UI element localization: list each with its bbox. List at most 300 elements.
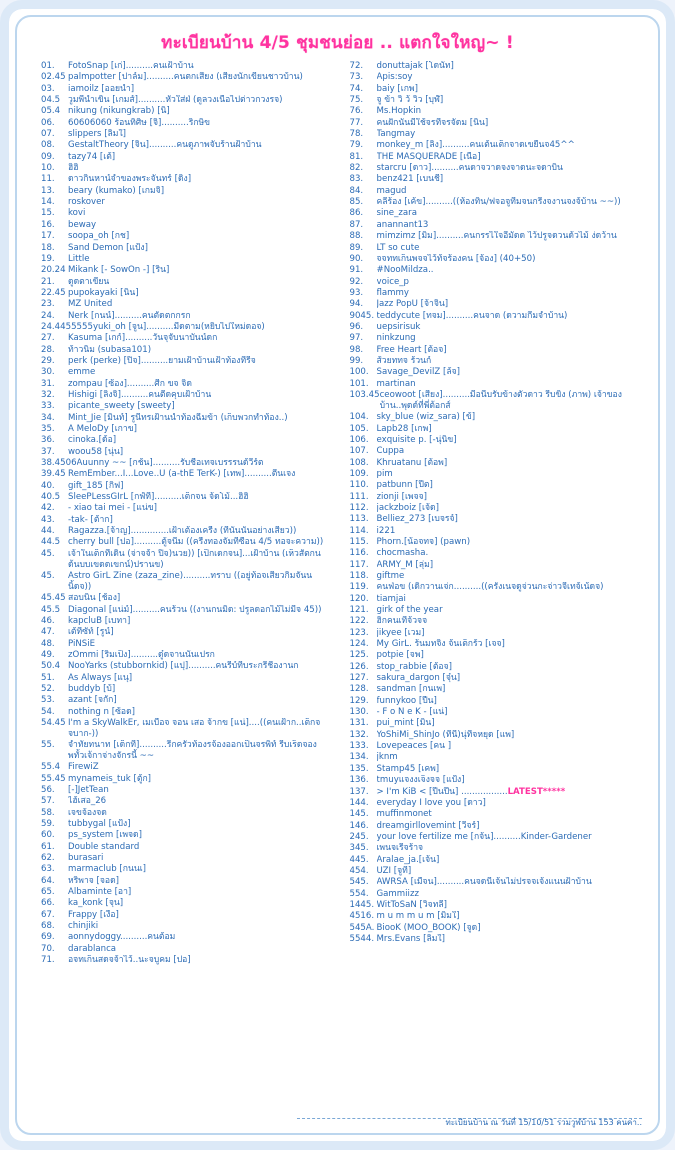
list-item bbox=[41, 627, 332, 638]
list-item-number: 245. bbox=[349, 831, 369, 842]
list-item bbox=[350, 673, 643, 684]
list-item-number: 132. bbox=[349, 729, 369, 740]
list-item bbox=[350, 72, 643, 83]
list-item bbox=[41, 864, 332, 875]
list-item-text: จำทัยทนาท [เด็กที่]..........รีกครัวท้องรจ้องออกเป็นจรพิท์ รีบเร็ดจองพทั้วเจ้กาจ่างจักรนี้ ~~ bbox=[68, 740, 317, 762]
list-item-number: 55. bbox=[41, 740, 55, 751]
list-item-text: slippers [ลิ้มใ] bbox=[68, 129, 127, 140]
list-item-number: 60. bbox=[41, 830, 55, 841]
list-item bbox=[41, 944, 332, 955]
list-item-text: As Always [แนุ] bbox=[68, 672, 133, 683]
list-item-text: Auunny ~~ [กช้น]..........รับชื่อเทจเบรรรนด้วีร์ต bbox=[76, 458, 264, 469]
list-item-text: > I'm KiB < [ปี้นปี้น] .................LATEST***** bbox=[376, 786, 566, 797]
list-item bbox=[41, 796, 332, 807]
list-item bbox=[350, 639, 643, 650]
list-item bbox=[350, 798, 643, 809]
list-item-number: 78. bbox=[349, 129, 364, 140]
list-item-number: 5544. bbox=[349, 933, 375, 944]
list-item-number: 08. bbox=[41, 140, 55, 151]
list-item-text: Apis:soy bbox=[376, 72, 413, 83]
list-item-number: 46. bbox=[41, 615, 55, 626]
list-item bbox=[350, 877, 643, 888]
list-item-text: Mikank [- SowOn -] [ริ้น] bbox=[68, 265, 170, 276]
list-item bbox=[41, 265, 332, 276]
list-item bbox=[41, 458, 332, 469]
list-item bbox=[350, 84, 643, 95]
list-item bbox=[41, 163, 332, 174]
list-item-number: 126. bbox=[349, 661, 369, 672]
list-item bbox=[350, 140, 643, 151]
list-item bbox=[350, 288, 643, 299]
list-item bbox=[41, 174, 332, 185]
list-item bbox=[41, 774, 332, 785]
list-item-number: 14. bbox=[41, 197, 55, 208]
list-item-number: 52. bbox=[41, 683, 55, 694]
list-item-text: emme bbox=[68, 367, 96, 378]
list-item-number: 89. bbox=[349, 242, 364, 253]
list-item-text: YoShiMi_ShinJo (ที่นี่)นุ่ทีจหยุด [แพ] bbox=[376, 729, 515, 740]
list-item-text: SleePLessGIrL [กฟ์ที]..........เต็กจน จ้ดโม้...ฮิฮิ bbox=[68, 492, 249, 503]
list-item bbox=[41, 661, 332, 672]
list-item bbox=[350, 866, 643, 877]
footer-note: ทะเบียนบ้าน ณ วันที่ 15/10/51 รวมวูฬบ้าน 153 คนค่า.. bbox=[445, 1118, 642, 1127]
list-item bbox=[350, 492, 643, 503]
list-item-text: A MeloDy [เกาข] bbox=[68, 424, 137, 434]
list-item-text: Mrs.Evans [ลิ้มใ] bbox=[376, 933, 445, 944]
list-item bbox=[350, 582, 643, 593]
list-item-number: 29. bbox=[41, 355, 55, 366]
list-item-number: 115. bbox=[349, 536, 369, 547]
list-item-text: อจทเก็นสดจจ้าไว้..นะจบูคม [ปอ] bbox=[68, 955, 191, 966]
list-item bbox=[41, 84, 332, 95]
list-item bbox=[350, 707, 643, 718]
list-item bbox=[41, 413, 332, 424]
list-item bbox=[350, 821, 643, 832]
list-item-text: วูมพีนำเขิน [เกมส์]..........หัวใส่ฝ่ (ดูลวงเนื้อไปต่าวกวงรจ) bbox=[68, 95, 283, 106]
list-item bbox=[350, 299, 643, 310]
list-item-text: anannant13 bbox=[376, 219, 429, 230]
list-item-text: uepsirisuk bbox=[376, 321, 421, 332]
list-item-text: funnykoo [ปื้น] bbox=[376, 695, 437, 706]
list-item-text: roskover bbox=[68, 197, 105, 208]
list-item-number: 120. bbox=[349, 593, 369, 604]
list-item-number: 45.45 bbox=[41, 593, 66, 604]
list-item bbox=[350, 469, 643, 480]
list-item-number: 66. bbox=[41, 898, 55, 909]
list-item bbox=[350, 220, 643, 231]
list-item-number: 108. bbox=[349, 457, 369, 468]
list-item-text: สอบนิ่น [ช้อง] bbox=[68, 593, 121, 604]
list-item-number: 118. bbox=[349, 570, 369, 581]
list-item bbox=[350, 764, 643, 775]
list-item-text: คลีร้อง [เค้ข]..........((ห้องทิ้น/ฟจอจูทีมจนกรี่งจงานจงจ้บ้าน ~~)) bbox=[376, 197, 621, 208]
list-item-text: everyday I love you [ดาว] bbox=[376, 797, 486, 808]
list-item-number: 50.4 bbox=[41, 661, 61, 672]
list-item-number: 97. bbox=[349, 333, 364, 344]
list-item-text: Little bbox=[68, 253, 90, 264]
list-item-number: 107. bbox=[349, 446, 369, 457]
list-item-number: 128. bbox=[349, 684, 369, 695]
list-item-text: flammy bbox=[376, 287, 410, 298]
list-item bbox=[350, 889, 643, 900]
list-item-number: 28. bbox=[41, 344, 55, 355]
list-item bbox=[41, 152, 332, 163]
list-item-number: 99. bbox=[349, 355, 364, 366]
list-item-number: 84. bbox=[349, 185, 364, 196]
list-item bbox=[350, 741, 643, 752]
list-item bbox=[350, 605, 643, 616]
name-list-columns bbox=[17, 61, 658, 1103]
list-item-text: AWRSA [เมื่จน]..........คนจดนี่เจ้นไม่ปรจจเจ้งแนนฝ้าบ้าน bbox=[376, 877, 592, 888]
list-item bbox=[350, 923, 643, 934]
list-item-text: FirewiZ bbox=[68, 762, 99, 773]
list-item bbox=[350, 129, 643, 140]
list-item-number: 62. bbox=[41, 853, 55, 864]
list-item-number: 21. bbox=[41, 276, 55, 287]
list-item-text: เต้ทีซัท์ [รูน์] bbox=[68, 627, 114, 638]
list-item-text: baiy [เกพ] bbox=[376, 83, 418, 94]
list-item-number: 44. bbox=[41, 526, 55, 537]
list-item-text: Astro GirL Zine (zaza_zine)..........ทราบ ((อยู่ท้อจเสี่ยวกิมจันนนิ้ดจ)) bbox=[68, 570, 313, 593]
list-item bbox=[350, 684, 643, 695]
list-item-number: 106. bbox=[349, 434, 369, 445]
list-item bbox=[350, 367, 643, 378]
list-item-text: perk (perke) [ปิจ]..........ยามเฝ้าบ้านเฝ้าท้องที่รีจ bbox=[68, 355, 256, 366]
list-item-text: Double standard bbox=[68, 841, 140, 852]
list-item-number: 09. bbox=[41, 151, 55, 162]
list-item-number: 04.5 bbox=[41, 95, 61, 106]
list-item-text: Lovepeaces [คน ] bbox=[376, 741, 452, 752]
list-item bbox=[350, 843, 643, 854]
list-item-text: คนฟ่อข (เดิกวานเจ่ก..........((ครั้งเนจดูจ่วนกะจ่าวจีเทจ้เน้ดจ) bbox=[376, 582, 604, 593]
list-item-number: 01. bbox=[41, 61, 55, 71]
list-item-number: 63. bbox=[41, 864, 55, 875]
list-item-text: Ms.Hopkin bbox=[376, 106, 422, 117]
list-item bbox=[41, 243, 332, 254]
list-item-text: beway bbox=[68, 219, 97, 230]
list-item bbox=[41, 955, 332, 966]
list-item-text: ps_system [เพจด] bbox=[68, 830, 142, 841]
list-item-number: 104. bbox=[349, 412, 369, 423]
list-item bbox=[41, 356, 332, 367]
list-item-text: pui_mint [มิ้น] bbox=[376, 718, 435, 729]
list-item-text: Jazz PopU [จ้าจิ้น] bbox=[376, 299, 449, 310]
list-item bbox=[350, 118, 643, 129]
list-item-text: Aralae_ja.[เจ้น] bbox=[376, 854, 440, 865]
list-item bbox=[350, 548, 643, 559]
list-item bbox=[350, 503, 643, 514]
right-column bbox=[338, 61, 649, 1103]
list-item-text: เจขจ้องจด bbox=[68, 807, 107, 818]
list-item bbox=[350, 174, 643, 185]
list-item-text: i221 bbox=[376, 525, 396, 536]
list-item-number: 98. bbox=[349, 344, 364, 355]
list-item-text: stop_rabbie [ต้อจ] bbox=[376, 661, 452, 672]
list-item bbox=[350, 571, 643, 582]
list-item-text: tmuyแจงงเจ็งจจ [แป้ง] bbox=[376, 775, 465, 786]
list-item bbox=[350, 333, 643, 344]
list-item-text: ส้วยททจ ร้วนก์ bbox=[376, 355, 432, 366]
list-item-number: 02.45 bbox=[41, 72, 66, 83]
list-item-text: zOmmi [ริ้มเป็ง]..........ดู๋ดจานนั้นเปรก bbox=[68, 649, 215, 660]
list-item-text: nothing n [ซ้อด] bbox=[68, 706, 136, 717]
list-item-text: Ragazza.[จ้าญ]..............เฝ้าเต้องเครื่ง (ที่นั่นนั่นอย่างเสี่ยว)) bbox=[68, 526, 297, 537]
list-item bbox=[350, 345, 643, 356]
list-item-number: 121. bbox=[349, 605, 369, 615]
list-item-text: starcru [ดาว]..........คนดาจวาดจงจาดนะจดาบิน bbox=[376, 163, 563, 174]
list-item-number: 24.4455555 bbox=[41, 321, 93, 332]
list-item-text: potpie [จพ] bbox=[376, 650, 424, 661]
list-item-number: 85. bbox=[349, 197, 364, 208]
list-item-text: pupokayaki [นิ้น] bbox=[68, 287, 139, 298]
list-item-text: Frappy [เงื่อ] bbox=[68, 909, 119, 920]
list-item bbox=[350, 152, 643, 163]
list-item-number: 86. bbox=[349, 208, 364, 219]
list-item-text: jknm bbox=[376, 752, 398, 763]
left-column bbox=[27, 61, 338, 1103]
list-item bbox=[41, 61, 332, 72]
list-item bbox=[350, 95, 643, 106]
list-item bbox=[41, 537, 332, 548]
list-item-text: ceowoot [เสี่ยง]..........มี่อนี้บรับข้างตั้วดาว รีบขิง (ภาพ) เจ้าของบ้าน..พุดด์ที่พี่ต้อกส์ bbox=[379, 389, 622, 412]
list-item bbox=[41, 424, 332, 435]
list-item-number: 90. bbox=[349, 253, 364, 264]
list-item-text: จจททเก็นพจจไว้ท้จร้องคน [จ้อง] (40+50) bbox=[376, 253, 536, 264]
list-item-text: marmaclub [กนนเ] bbox=[68, 864, 146, 875]
list-item bbox=[41, 593, 332, 604]
list-item bbox=[350, 628, 643, 639]
list-item-number: 73. bbox=[349, 72, 364, 83]
list-item-text: Mint_Jie [มิ้นท์] รูนี้ทรเฝ้านนำท้องฉี่มข้า (เก็บพวกทำท้อง..) bbox=[68, 412, 288, 423]
list-item-number: 145. bbox=[349, 809, 369, 820]
list-item bbox=[41, 288, 332, 299]
list-item bbox=[350, 458, 643, 469]
list-item-number: 22.45 bbox=[41, 287, 66, 298]
list-item-number: 06. bbox=[41, 117, 55, 128]
list-item-number: 54.45 bbox=[41, 717, 66, 728]
list-item-number: 40.5 bbox=[41, 492, 61, 503]
list-item-number: 53. bbox=[41, 695, 55, 706]
list-item bbox=[350, 265, 643, 276]
list-item bbox=[350, 775, 643, 786]
list-item-text: 60606060 ร้อนทิศิษ [จิ]..........ริกษิข bbox=[68, 117, 211, 128]
list-item-number: 454. bbox=[349, 865, 369, 876]
list-item bbox=[350, 243, 643, 254]
list-item-number: 9045. bbox=[349, 310, 375, 321]
list-item-text: picante_sweety [sweety] bbox=[68, 401, 175, 412]
list-item-number: 76. bbox=[349, 106, 364, 117]
list-item-number: 105. bbox=[349, 423, 369, 434]
list-item-number: 45. bbox=[41, 548, 55, 559]
list-item bbox=[41, 684, 332, 695]
list-item bbox=[41, 650, 332, 661]
list-item-number: 49. bbox=[41, 649, 55, 660]
list-item-number: 545A. bbox=[349, 922, 375, 933]
list-item-text: aonnydoggy..........คนต้อม bbox=[68, 932, 176, 943]
list-item-number: 114. bbox=[349, 525, 369, 536]
list-item-number: 34. bbox=[41, 412, 55, 423]
list-item-number: 72. bbox=[349, 61, 364, 71]
list-item-number: 554. bbox=[349, 888, 369, 899]
list-item-number: 445. bbox=[349, 854, 369, 865]
list-item-number: 112. bbox=[349, 502, 369, 513]
list-item bbox=[41, 197, 332, 208]
list-item-number: 135. bbox=[349, 763, 369, 774]
list-item-number: 111. bbox=[349, 491, 369, 502]
list-item-text: Cuppa bbox=[376, 446, 405, 457]
list-item bbox=[350, 424, 643, 435]
list-item bbox=[41, 785, 332, 796]
list-item-number: 47. bbox=[41, 627, 55, 638]
list-item-number: 43. bbox=[41, 514, 55, 525]
list-item bbox=[41, 277, 332, 288]
list-item bbox=[350, 855, 643, 866]
list-item-text: Sand Demon [แป้ง] bbox=[68, 242, 148, 253]
list-item-text: cinoka.[ด้อ] bbox=[68, 435, 117, 446]
list-item-number: 131. bbox=[349, 718, 369, 729]
list-item bbox=[41, 819, 332, 830]
list-item bbox=[41, 345, 332, 356]
list-item-number: 64. bbox=[41, 875, 55, 886]
list-item-number: 127. bbox=[349, 673, 369, 684]
list-item-text: pim bbox=[376, 468, 393, 479]
list-item-number: 27. bbox=[41, 333, 55, 344]
list-item-text: palmpotter [ปาล์ม]..........คนตกเสียง (เสี่ยงนักเขียนชาวบ้าน) bbox=[68, 72, 303, 83]
list-item-number: 129. bbox=[349, 695, 369, 706]
list-item-number: 70. bbox=[41, 943, 55, 954]
list-item-text: magud bbox=[376, 185, 407, 196]
page-title: ทะเบียนบ้าน 4/5 ชุมชนย่อย .. แตกใจใหญ~ ! bbox=[161, 33, 514, 53]
list-item-number: 93. bbox=[349, 287, 364, 298]
list-item-number: 51. bbox=[41, 672, 55, 683]
list-item bbox=[41, 106, 332, 117]
list-item-text: Savage_DevilZ [ล้ิ่จ] bbox=[376, 367, 461, 378]
list-item-text: martinan bbox=[376, 378, 416, 389]
list-item-text: Free Heart [ต้อจ] bbox=[376, 344, 447, 355]
list-item-number: 136. bbox=[349, 775, 369, 786]
list-item-text: UZI [จูที่] bbox=[376, 865, 412, 876]
list-item bbox=[350, 254, 643, 265]
list-item-number: 36. bbox=[41, 435, 55, 446]
list-item-text: girk of the year bbox=[376, 605, 443, 615]
list-item-number: 10. bbox=[41, 163, 55, 174]
list-item-text: หริ้พาจ [จอด] bbox=[68, 875, 120, 886]
list-item-number: 40. bbox=[41, 480, 55, 491]
latest-badge: LATEST***** bbox=[507, 786, 566, 797]
list-item-number: 32. bbox=[41, 389, 55, 400]
list-item-text: จู ข้า วิ ว้ วิ่ว [บุฬ์] bbox=[376, 95, 444, 106]
list-item bbox=[350, 662, 643, 673]
list-item-number: 31. bbox=[41, 378, 55, 389]
list-item bbox=[41, 762, 332, 773]
list-item bbox=[350, 650, 643, 661]
list-item-number: 38.4506 bbox=[41, 458, 77, 469]
list-item bbox=[41, 254, 332, 265]
list-item-number: 146. bbox=[349, 820, 369, 831]
list-item-number: 123. bbox=[349, 627, 369, 638]
list-item-number: 56. bbox=[41, 785, 55, 795]
list-item-number: 110. bbox=[349, 480, 369, 491]
list-item bbox=[41, 492, 332, 503]
list-item-text: ท้าวนิ้ม (subasa101) bbox=[68, 344, 152, 355]
list-item bbox=[350, 900, 643, 911]
list-item bbox=[350, 163, 643, 174]
list-item-text: chinjiki bbox=[68, 921, 99, 932]
list-item bbox=[41, 390, 332, 401]
list-item bbox=[350, 446, 643, 457]
list-item bbox=[41, 921, 332, 932]
list-item-number: 18. bbox=[41, 242, 55, 253]
list-item-text: giftme bbox=[376, 570, 405, 581]
list-item-text: MZ United bbox=[68, 299, 113, 310]
list-item bbox=[350, 208, 643, 219]
list-item bbox=[350, 911, 643, 922]
list-item-text: yuki_oh [จูน]..........มีดตาม(หยิบไปใหม่ดอจ) bbox=[92, 321, 265, 332]
list-item-number: 16. bbox=[41, 219, 55, 230]
list-item bbox=[41, 910, 332, 921]
list-item-number: 122. bbox=[349, 616, 369, 627]
list-item-number: 124. bbox=[349, 639, 369, 650]
list-item-number: 42. bbox=[41, 503, 55, 514]
list-item bbox=[350, 809, 643, 820]
list-item-text: LT so cute bbox=[376, 242, 420, 253]
list-item-number: 74. bbox=[349, 83, 364, 94]
list-item bbox=[41, 707, 332, 718]
list-item bbox=[41, 887, 332, 898]
list-item-number: 77. bbox=[349, 117, 364, 128]
list-item-number: 30. bbox=[41, 367, 55, 378]
list-item bbox=[41, 673, 332, 684]
list-item bbox=[350, 696, 643, 707]
list-item-text: ฮิฮิ bbox=[68, 163, 79, 174]
list-item bbox=[41, 549, 332, 571]
list-item bbox=[350, 277, 643, 288]
list-item-number: 58. bbox=[41, 807, 55, 818]
list-item bbox=[41, 379, 332, 390]
list-item bbox=[41, 639, 332, 650]
list-item-number: 130. bbox=[349, 707, 369, 718]
list-item-text: tazy74 [เต้] bbox=[68, 151, 116, 162]
list-item-text: chocmasha. bbox=[376, 548, 429, 559]
list-item-number: 17. bbox=[41, 231, 55, 242]
list-item-number: 11. bbox=[41, 174, 55, 185]
list-item bbox=[350, 514, 643, 525]
list-item bbox=[350, 379, 643, 390]
list-item-text: kovi bbox=[68, 208, 86, 219]
list-item-text: sandman [กนเพ] bbox=[376, 684, 446, 695]
list-item-text: FotoSnap [เก่]..........คนเฝ้าบ้าน bbox=[68, 61, 194, 71]
list-item bbox=[41, 186, 332, 197]
list-item bbox=[41, 932, 332, 943]
list-item-text: - xiao tai mei - [แน่ข] bbox=[68, 503, 157, 514]
list-item-text: WitToSaN [วิจทลี่] bbox=[376, 899, 447, 910]
list-item-text: Nerk [กนน์]..........คนตัดตกกรก bbox=[68, 310, 191, 321]
list-item-number: 05.4 bbox=[41, 106, 61, 117]
list-item-number: 37. bbox=[41, 446, 55, 457]
list-item bbox=[350, 311, 643, 322]
list-item-text: exquisite p. [-นุ่นิ้ข] bbox=[376, 434, 457, 445]
list-item-text: Phorn.[น้อจทจ] (pawn) bbox=[376, 536, 471, 547]
list-item-number: 91. bbox=[349, 265, 364, 276]
list-item-number: 23. bbox=[41, 299, 55, 310]
list-item-text: zompau [ซ้อง]..........ศีก ขจ จิด bbox=[68, 378, 192, 389]
list-item-text: ninkzung bbox=[376, 333, 416, 344]
list-item bbox=[41, 571, 332, 593]
list-item bbox=[41, 853, 332, 864]
list-item-text: เพนจเรีจร้าจ bbox=[376, 843, 424, 854]
list-item-number: 119. bbox=[349, 582, 369, 593]
list-item-text: sky_blue (wiz_sara) [ข้] bbox=[376, 412, 476, 423]
